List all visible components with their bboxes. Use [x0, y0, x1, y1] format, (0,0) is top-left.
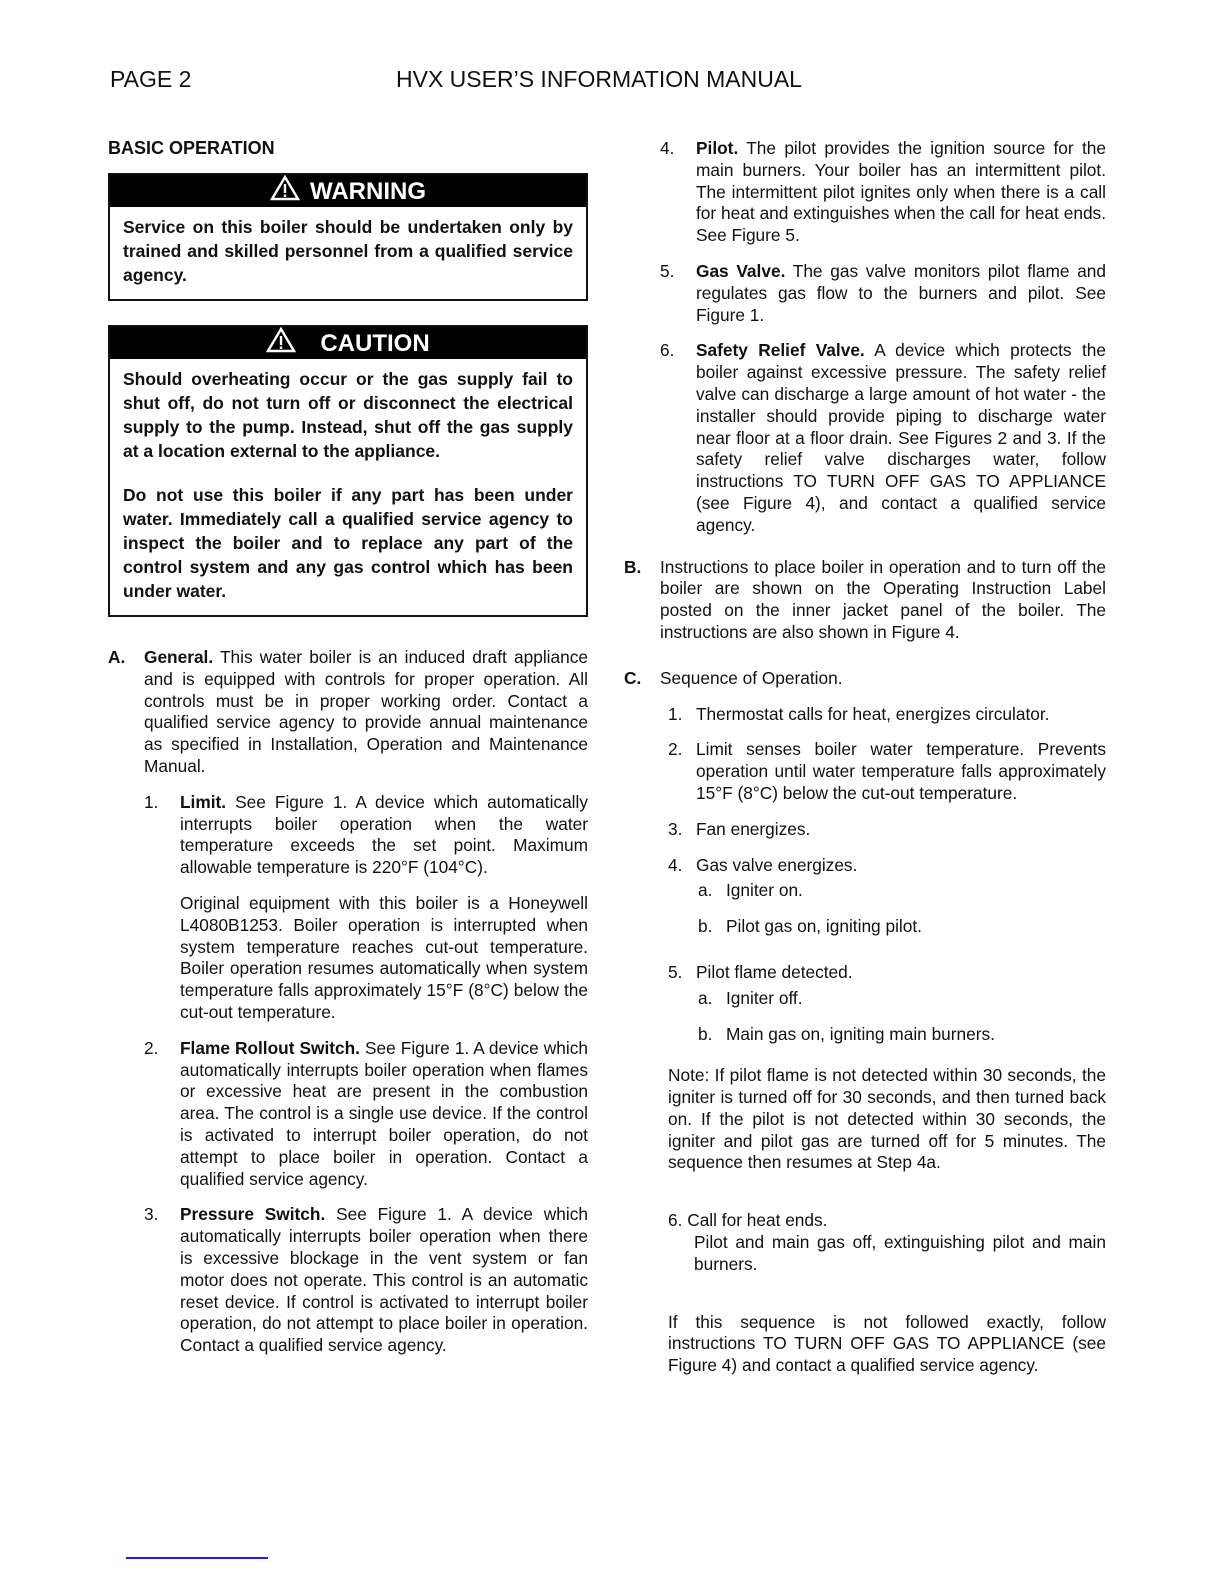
section-label: B. [624, 556, 642, 577]
item-title: Pressure Switch. [180, 1204, 326, 1225]
sub-step [698, 880, 1106, 902]
page-header [110, 66, 802, 93]
sub-step-label: b. [698, 1023, 713, 1044]
sequence-step [668, 962, 1106, 984]
step-number: 5. [668, 961, 683, 982]
sub-step [698, 1024, 1106, 1046]
step-text: Fan energizes. [696, 818, 811, 839]
section-c [624, 668, 1106, 690]
sub-step-label: a. [698, 987, 713, 1008]
item-number: 5. [660, 260, 675, 281]
sub-step-label: a. [698, 880, 713, 901]
item-title: Gas Valve. [696, 260, 786, 281]
sequence-step [668, 704, 1106, 726]
step-text: Thermostat calls for heat, energizes circulator. [696, 703, 1050, 724]
item-text: See Figure 1. A device which automatically interrupts boiler operation when there is excessive blockage in the vent system or fan motor does not operate. This control is an automatic reset device. If control is activated to interrupt boiler operation, do not attempt to place boiler in operation. Contact a qualified service agency. [180, 1204, 588, 1356]
item-text: See Figure 1. A device which automatically interrupts boiler operation when the water temperature exceeds the set point. Maximum allowable temperature is 220°F (104°C). [180, 791, 588, 878]
item-text: See Figure 1. A device which automatically interrupts boiler operation when flames or excessive heat are present in the combustion area. The control is a single use device. If the control is activated to interrupt boiler operation, do not attempt to place boiler in operation. Contact a qualified service agency. [180, 1037, 588, 1189]
item-number: 6. [660, 340, 675, 361]
closing-paragraph: If this sequence is not followed exactly, follow instructions TO TURN OFF GAS TO APPLIANCE (see Figure 4) and contact a qualified service agency. [668, 1311, 1106, 1376]
sub-step [698, 988, 1106, 1010]
sequence-step [668, 739, 1106, 804]
item-text: A device which protects the boiler against excessive pressure. The safety relief valve can discharge a large amount of hot water - the installer should provide piping to discharge water near floor at a floor drain. See Figures 2 and 3. If the safety relief valve discharges water, follow instructions TO TURN OFF GAS TO APPLIANCE (see Figure 4), and contact a qualified service agency. [696, 340, 1106, 535]
item-title: Safety Relief Valve. [696, 340, 865, 361]
warning-triangle-icon [270, 175, 300, 210]
section-heading: BASIC OPERATION [108, 138, 275, 158]
section-title: General. [144, 647, 214, 667]
caution-paragraph-2: Do not use this boiler if any part has been under water. Immediately call a qualified service agency to inspect the boiler and to replace any part of the control system and any gas control which has been under water. [123, 485, 573, 601]
list-item [660, 261, 1106, 326]
section-label: A. [108, 647, 126, 667]
section-text: Instructions to place boiler in operation and to turn off the boiler are shown on the Operating Instruction Label posted on the inner jacket panel of the boiler. The instructions are also shown in Figure 4. [660, 556, 1106, 642]
item-title: Pilot. [696, 138, 739, 158]
item-title: Limit. [180, 791, 227, 812]
step-number: 2. [668, 739, 683, 760]
document-title: HVX USER’S INFORMATION MANUAL [396, 66, 802, 92]
section-b [624, 557, 1106, 644]
warning-box [108, 173, 588, 301]
caution-title: CAUTION [320, 329, 430, 357]
step-text: Limit senses boiler water temperature. Prevents operation until water temperature falls approximately 15°F (8°C) below the cut-out temperature. [696, 739, 1106, 803]
sub-step-text: Igniter on. [726, 880, 803, 901]
item-extra-paragraph: Original equipment with this boiler is a Honeywell L4080B1253. Boiler operation is interrupted when system temperature reaches cut-out temperature. Boiler operation resumes automatically when system temperature falls approximately 15°F (8°C) below the cut-out temperature. [180, 892, 588, 1022]
list-item [144, 1204, 588, 1357]
sub-step [698, 916, 1106, 938]
item-number: 1. [144, 791, 159, 812]
section-label: C. [624, 667, 642, 688]
sequence-steps [668, 704, 1106, 1378]
item-number: 3. [144, 1204, 159, 1225]
sub-step-text: Pilot gas on, igniting pilot. [726, 916, 922, 937]
section-text: Sequence of Operation. [660, 667, 843, 688]
sequence-step [668, 819, 1106, 841]
left-column [108, 138, 588, 1357]
warning-text: Service on this boiler should be undertaken only by trained and skilled personnel from a qualified service agency. [123, 217, 573, 285]
sequence-note: Note: If pilot flame is not detected within 30 seconds, the igniter is turned off for 30 seconds, and then turned back on. If the pilot is not detected within 30 seconds, the igniter and pilot gas are turned off for 5 minutes. The sequence then resumes at Step 4a. [668, 1065, 1106, 1173]
section-a-items-continued [660, 138, 1106, 537]
section-a [108, 647, 588, 778]
section-text: This water boiler is an induced draft appliance and is equipped with controls for proper operation. All controls must be in proper working order. Contact a qualified service agency to provide annual maintenance as specified in Installation, Operation and Maintenance Manual. [144, 647, 588, 776]
right-column [624, 138, 1106, 1377]
step-6-title: 6. Call for heat ends. [668, 1210, 828, 1231]
step-text: Gas valve energizes. [696, 854, 858, 875]
item-number: 2. [144, 1037, 159, 1058]
step-number: 1. [668, 703, 683, 724]
warning-title: WARNING [310, 177, 426, 205]
section-a-items [144, 792, 588, 1357]
sequence-step [668, 855, 1106, 877]
caution-header [110, 327, 586, 359]
caution-paragraph-1: Should overheating occur or the gas supply fail to shut off, do not turn off or disconnect the electrical supply to the pump. Instead, shut off the gas supply at a location external to the appliance. [123, 369, 573, 461]
list-item [660, 340, 1106, 536]
warning-triangle-icon [266, 327, 296, 362]
sub-step-text: Igniter off. [726, 987, 803, 1008]
list-item [144, 1038, 588, 1191]
caution-body [110, 359, 586, 615]
step-6-text: Pilot and main gas off, extinguishing pilot and main burners. [694, 1232, 1106, 1274]
step-text: Pilot flame detected. [696, 961, 853, 982]
warning-body [110, 207, 586, 299]
item-number: 4. [660, 138, 675, 158]
step-number: 3. [668, 818, 683, 839]
footer-rule [126, 1557, 268, 1559]
list-item [660, 138, 1106, 247]
sub-step-label: b. [698, 916, 713, 937]
page-number: PAGE 2 [110, 66, 192, 92]
item-title: Flame Rollout Switch. [180, 1037, 360, 1058]
warning-header [110, 175, 586, 207]
list-item [144, 792, 588, 879]
item-text: The gas valve monitors pilot flame and regulates gas flow to the burners and pilot. See Figure 1. [696, 260, 1106, 325]
caution-box [108, 325, 588, 617]
item-text: The pilot provides the ignition source for the main burners. Your boiler has an intermittent pilot. The intermittent pilot ignites only when there is a call for heat and extinguishes when the call for heat ends. See Figure 5. [696, 138, 1106, 246]
step-number: 4. [668, 854, 683, 875]
sub-step-text: Main gas on, igniting main burners. [726, 1023, 995, 1044]
